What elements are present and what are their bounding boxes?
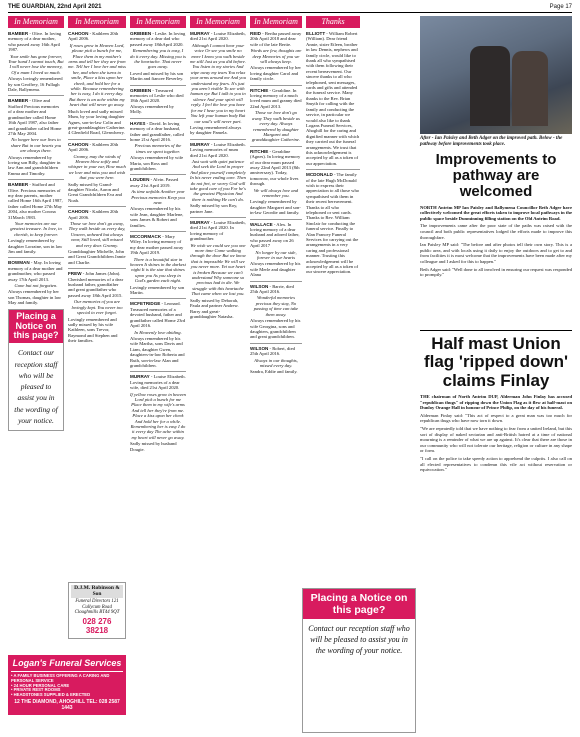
notice-surname: MCCORMACK bbox=[130, 234, 162, 239]
in-memoriam-banner: In Memoriam bbox=[190, 16, 246, 28]
article-paragraph: THE chairman of North Antrim DUP, Alderman John Finlay has accused "republican thugs" of ripping down the Union Flag as it flew at half-mast on Dunloy Orange Hall in honour of Prince Philip, on the day of his funeral. bbox=[420, 394, 572, 411]
notice-verse: Your memories are our greatest treasure. In love, to cherish, to keep forever. bbox=[10, 221, 62, 237]
memorial-notice bbox=[250, 149, 302, 216]
memorial-notice bbox=[68, 209, 126, 265]
divider bbox=[250, 85, 302, 86]
notice-verse: Wonderful memories precious they stay, No passing of time can take them away. bbox=[253, 295, 299, 317]
divider bbox=[250, 219, 302, 220]
notice-verse: Those we love don't go away They walk beside us every day. Always remembered by daughter Margaret and granddaughter Catherine. bbox=[251, 110, 301, 143]
notice-body: - Geraldine (Agnes). In loving memory of our dear mum passed away 22nd April 2013 (8th anniversary). Today, tomorrow, our whole lives through. bbox=[250, 148, 301, 187]
notice-body: - William Robert (William). Dear friend Annie, sister Eileen, brother in law Dennis, nephews and family circle, would like to thank all who sympathised with them following their recent bereavement. Our sincere thanks to all who telephoned, sent messages, cards and gifts and attended the funeral service. Many thanks to the Rev. Brian Smyth for calling with the family and conducting the service, in particular we would also like to thank Logans Funeral Services, Ahoghill for the caring and dignified manner with which they carried out the funeral arrangements. We trust that this acknowledgement is accepted by all as a token of our appreciation. bbox=[306, 31, 360, 166]
notice-verse: Gone but not forgotten. bbox=[14, 283, 58, 289]
notice-surname: CAHOON bbox=[68, 209, 89, 215]
article-paragraph: Alderman Finlay said: "This act of respect to a great man was too much for republican thugs who have now torn it down. bbox=[420, 412, 572, 424]
notice-from: Sadly missed by Grand-daughter Nicola, Aaron and Great Grandchildren Eva and Noah. bbox=[68, 181, 122, 203]
notice-surname: ELLIOTT bbox=[306, 31, 326, 36]
notice-from: Much loved and sadly missed Mum, by your loving daughter Agnes, son-in-law Colin and great-granddaughter Catherine. 4 Glenfield Road, Glenwherry. bbox=[68, 108, 126, 136]
notice-surname: MURRAY bbox=[130, 374, 150, 380]
logans-address: 12 THE DIAMOND, AHOGHILL TEL: 028 2587 1443 bbox=[14, 699, 120, 712]
notice-verse: Words are few, thoughts are deep Memories of you we will always keep. bbox=[250, 48, 302, 65]
notice-body: - David. In loving memory of a dear husband, father and grandfather, called home 21st April 2016. bbox=[130, 120, 184, 142]
notice-body: - Olive and Stafford Precious memories of a dear mother and grandmother called Home 16th April 1987, also father and grandfather called Home 27th May 2004. bbox=[8, 98, 62, 136]
notice-body: - May. In loving memory of a dear mother and grandmother, who passed away 17th April 2013. bbox=[8, 260, 63, 282]
logans-funeral-ad bbox=[8, 655, 126, 715]
thanks-banner: Thanks bbox=[306, 16, 360, 28]
memorial-notice bbox=[68, 142, 126, 203]
article-pathway bbox=[420, 152, 572, 280]
notice-verse: In Heavenly love abiding. bbox=[134, 329, 182, 335]
divider bbox=[306, 169, 360, 170]
notice-verse: Your smile has gone forever, Your hand I cannot touch, But I will never lose the memory, Of a mum I loved so much. bbox=[8, 53, 64, 75]
divider bbox=[8, 95, 64, 96]
notice-from: Lovingly remembered by daughter Margaret and son-in-law Geordie and family. bbox=[250, 199, 301, 216]
article-paragraph: "I call on the police to take speedy action to apprehend the culprits. I also call on all elected representatives to condemn this vile act without reservation or equivocation." bbox=[420, 456, 572, 473]
notice-verse: We will always love and remember you. bbox=[253, 187, 299, 198]
divider bbox=[250, 343, 302, 344]
notice-body: - Barrie, died 25th April 2016. bbox=[250, 283, 294, 295]
memorial-notice bbox=[306, 31, 360, 166]
notice-from: Sadly missed by Deborah, Paula and partner Andrew. Barry and great-granddaughter Natasha. bbox=[190, 297, 239, 319]
memorial-notice bbox=[8, 98, 64, 176]
column-2 bbox=[68, 16, 126, 576]
notice-body: - The family of the late Hugh McDonald wish to express their appreciation to all those who sympathised with them in their recent bereavement. Thanks to all who telephoned or sent cards. Thanks to Rev. William Sinclair for conducting the funeral service. Finally to Alan Francey Funeral Services for carrying out the arrangements in a very caring and professional manner. Trusting this acknowledgement will be accepted by all as a token of our sincere appreciation. bbox=[306, 172, 360, 275]
notice-body: - Stafford and Olive. Precious memories of my dear parents, mother called Home 16th April 1987, father called Home 27th May 2004, also mother Corona 31March 1983. bbox=[8, 182, 63, 220]
notice-from: Sandra, Eddie and family. bbox=[250, 369, 298, 375]
notice-body: - Louise Elizabeth. Loving memories of a dear wife, died 21st April 2020. bbox=[130, 374, 186, 391]
in-memoriam-banner: In Memoriam bbox=[8, 16, 64, 28]
notice-body: - Louise Elizabeth, died 21st April 2020. In loving memory of grandmother. bbox=[190, 220, 246, 242]
notice-body: - Alex. In loving memory of a dear husband and adored father, who passed away on 26 April 2017 bbox=[250, 221, 300, 249]
divider bbox=[250, 281, 302, 282]
memorial-notice bbox=[130, 234, 186, 295]
placing-notice-body: Contact our reception staff who will be pleased to assist you in the wording of your notice. bbox=[14, 348, 58, 425]
memorial-notice bbox=[130, 121, 186, 172]
notice-body: - Louise Elizabeth. Loving memories of mum died 21st April 2020. bbox=[190, 141, 246, 158]
placing-notice-title: Placing a Notice on this page? bbox=[303, 589, 415, 619]
djm-address: Funeral Directors 121 Cullycum Road Cloughmills BT44 9QT bbox=[74, 598, 120, 616]
notice-body: - Mary Wiley. In loving memory of my dear mother passed away 19th April 2019. bbox=[130, 234, 184, 256]
notice-verse: Granny, may the winds of Heaven blow softly and whisper in your ear, How much we love and miss you and wish that you were here. bbox=[68, 153, 126, 181]
notice-surname: WILSON bbox=[250, 345, 269, 351]
notice-from: Always remembered by her son Thomas, daughter in law May and family. bbox=[8, 289, 62, 306]
memorial-notice bbox=[8, 260, 64, 305]
memorial-notice bbox=[190, 220, 246, 319]
notice-from: Loving remembered always by daughter Pamela. bbox=[190, 124, 242, 136]
notice-from: Sadly missed by husband Dougie. bbox=[130, 441, 177, 452]
memorial-notice bbox=[190, 31, 246, 136]
memorial-notice bbox=[250, 284, 302, 340]
memorial-notice bbox=[250, 31, 302, 82]
notice-from: Always remembered by loving son Billy, daughter in law Ann and grandchildren Emma and Timothy. bbox=[8, 154, 61, 176]
column-6 bbox=[306, 16, 360, 586]
notice-surname: MCDONALD bbox=[306, 172, 333, 178]
memorial-notice bbox=[68, 31, 126, 136]
notice-verse: Always in our thoughts, missed every day. bbox=[254, 357, 298, 368]
notice-from: Lovingly remembered and sadly missed by his wife Kathleen, sons Trevor, Raymond and Stephen and their families. bbox=[68, 316, 118, 344]
column-5 bbox=[250, 16, 302, 586]
notice-from: Always remembered by Molly. bbox=[130, 103, 174, 115]
notice-body: - Kathleen 20th April 2006. bbox=[68, 209, 119, 220]
notice-body: - Olive. In loving memory of a dear mother, who passed away 16th April 1987. bbox=[8, 31, 62, 53]
in-memoriam-banner: In Memoriam bbox=[68, 16, 126, 28]
notice-verse: There is a beautiful star in heaven It shines in the darkest night It is the star that shines upon you As you sleep in God's garden each night. bbox=[130, 256, 186, 284]
notice-surname: MURRAY bbox=[190, 141, 210, 147]
notice-from: Always remembered by wife Maria, son Ross and grandchildren. bbox=[130, 155, 184, 171]
memorial-notice bbox=[130, 301, 186, 368]
notice-verse: As time unfolds Another year Precious memories Keep you near. bbox=[131, 189, 185, 205]
placing-notice-small bbox=[8, 309, 64, 431]
memorial-notice bbox=[8, 31, 64, 92]
photo-caption: After - Ian Paisley and Beth Adger on the improved path. Below - the pathway before improvements took place. bbox=[420, 136, 563, 147]
newspaper-date: THE GUARDIAN, 22nd April 2021 bbox=[8, 4, 102, 10]
memorial-notice bbox=[190, 142, 246, 214]
notice-surname: BAMBER bbox=[8, 182, 29, 188]
notice-from: Granddaughter Michelle, John and Great Grandchildren Jamie and Charlie. bbox=[68, 249, 126, 265]
placing-notice-body: Contact our reception staff who will be pleased to assist you in the wording of your notice. bbox=[308, 624, 410, 655]
notice-surname: WILSON bbox=[250, 283, 269, 289]
person-figure bbox=[512, 51, 548, 126]
article-headline: Improvements to pathway are welcomed bbox=[435, 151, 557, 201]
divider bbox=[250, 146, 302, 147]
divider bbox=[130, 118, 186, 119]
notice-verse: Our memories of you are lovingly kept. You never too special to ever forget. bbox=[71, 299, 123, 316]
notice-body: - Kathleen 20th April 2006. bbox=[68, 141, 119, 153]
notice-surname: CAHOON bbox=[68, 31, 89, 36]
memorial-notice bbox=[250, 346, 302, 375]
logans-title: Logan's Funeral Services bbox=[11, 658, 123, 672]
article-paragraph: The improvements came after the poor state of the paths was raised with the council and both public representatives lodged the efforts made to improve this thoroughfare. bbox=[420, 223, 572, 240]
notice-body: - Leonard. Treasured memories of a devoted husband, father and grandfather called Home 23rd April 2016. bbox=[130, 301, 186, 329]
placing-notice-large bbox=[302, 588, 416, 733]
article-headline: Half mast Union flag 'ripped down' claims Finlay bbox=[423, 334, 569, 390]
djm-robinson-ad bbox=[68, 582, 126, 639]
djm-title: D.J.M. Robinson & Son bbox=[71, 585, 123, 598]
memorial-notice bbox=[8, 182, 64, 254]
divider bbox=[130, 85, 186, 86]
logans-item: • HEADSTONES SUPPLIED & ERECTED bbox=[11, 692, 91, 698]
notice-body: - Leslie. In loving memory of a dear dad who passed away 18thApril 2020. bbox=[130, 31, 186, 47]
article-paragraph: Ian Paisley MP said: "The before and after photos tell their own story. This is a public area, and with locals using it daily to enjoy the outdoors and to get to and from facilities it is most welcome that the improvements have been made after my colleague and I asked for this to happen." bbox=[420, 242, 572, 264]
notice-surname: CAHOON bbox=[68, 141, 89, 147]
in-memoriam-banner: In Memoriam bbox=[130, 16, 186, 28]
notice-verse: Those we love don't go away, They walk beside us every day, Unseen, unheard but always near, Still loved, still missed and very dear. Granny. bbox=[68, 221, 126, 248]
notice-surname: RITCHIE bbox=[250, 87, 269, 93]
djm-phone: 028 276 38218 bbox=[82, 616, 112, 636]
notice-verse: If roses grow in Heaven Lord, please pick a bunch for me, Place them in my mother's arms and tell her they are from me. Tell her I love her and miss her, and when she turns to smile, Place a kiss upon her cheek, and hold her for a while. Because remembering her is easy, I do it every day. But there is an ache within my heart that will never go away. bbox=[68, 42, 126, 108]
notice-verse: Although I cannot hear your voice Or see you smile no more I know you walk beside me still Just as you did before. You listen to my stories And wipe away my tears You relax your arms around me And you understand my fears. It's just you aren't visible To see with human eye But I talk to you in silence And your spirit will reply. I feel the love you have for me I hear you in my heart You left your human body But our soul's will never part. bbox=[190, 42, 246, 124]
notice-from: Always remembered by her loving daughter Carol and family circle. bbox=[250, 65, 301, 82]
notice-body: - Treasured memories of Leslie who died 18th April 2020. bbox=[130, 87, 184, 104]
notice-from: Lovingly remembered by daughter Lorraine, son in law Jim and family. bbox=[8, 238, 63, 255]
memorial-notice bbox=[250, 222, 302, 278]
notice-from: Always remembered by his wife Martha, sons Davis and Liam, daughter Gwen, daughters-in-law Roberta and Ruth, son-in-law Alan and grandchildren. bbox=[130, 335, 185, 368]
page-number: Page 17 bbox=[549, 4, 572, 10]
divider bbox=[130, 298, 186, 299]
notice-verse: Just wait with quiet patience And seek the Lord in prayer And place yourself completely In his never ending care. Then do not fret, or worry God will take good care of you For he's the greatest Physician And there is nothing He can't do. bbox=[190, 158, 246, 202]
notice-from: Always remembered by his wife Jean, daughter Marlene, sons James & Robert and families. bbox=[130, 206, 184, 228]
notice-from: Loved and missed by his son Martin and fiancee Beverley. bbox=[130, 70, 184, 82]
article-paragraph: "We are repeatedly told that we have nothing to fear from a united Ireland, but this sort of display of naked sectarian and anti-British hatred at a time of national mourning is a reminder of what we are up against. It's clear that there are those in our community who will not tolerate our heritage, religion or culture in any shape or form. bbox=[420, 426, 572, 454]
notice-body: - John James (John). Cherished memories of a dear husband father, grandfather and great grandfather who passed away 18th April 2015. bbox=[68, 271, 124, 298]
notice-surname: RITCHIE bbox=[250, 148, 269, 154]
notice-surname: HAYES bbox=[130, 120, 146, 126]
memorial-notice bbox=[250, 88, 302, 143]
notice-surname: WALLACE bbox=[250, 221, 273, 227]
notice-verse: Remembering you is easy, I do it every day. Missing you is the heartache. That never goes away. bbox=[130, 48, 186, 70]
notice-surname: FREW bbox=[68, 271, 82, 277]
notice-verse: If yellow roses grow in heaven Lord pick a bunch for me Place them in my wife's arms And tell her they're from me. Place a kiss upon her cheek And hold her for a while. Remembering her is easy I do it every day The ache within my heart will never go away. bbox=[130, 391, 186, 440]
notice-verse: No longer by our side, forever in our hearts bbox=[255, 249, 297, 261]
pathway-photo bbox=[420, 16, 572, 134]
notice-surname: GRIBBEN bbox=[130, 31, 152, 36]
logans-item: • PRIVATE REST ROOMS bbox=[11, 687, 61, 693]
memorial-notice bbox=[130, 374, 186, 452]
divider bbox=[130, 174, 186, 175]
notice-from: Always remembered by his wife Georgina, sons and daughters, grandchildren and great grandchildren. bbox=[250, 318, 301, 340]
logans-item: • A FAMILY BUSINESS OFFERING A CARING AND PERSONAL SERVICE bbox=[11, 672, 110, 683]
memorial-notice bbox=[306, 172, 360, 275]
notice-surname: BAMBER bbox=[8, 31, 29, 36]
notice-verse: We wish we could see you one more time Come walking through the door But we know that is impossible We will see you never more. Yet our heart is broken Because we can't understand Why someone so precious had to die. We struggle with this heartache That came when we lost you. bbox=[190, 242, 246, 297]
column-3 bbox=[130, 16, 186, 734]
notice-surname: GRIBBEN bbox=[130, 87, 152, 93]
notice-body: - Kathleen 20th April 2006. bbox=[68, 31, 119, 42]
logans-item: • 24 HOUR PERSONAL CARE bbox=[11, 682, 70, 688]
divider bbox=[130, 371, 186, 372]
notice-surname: BAMBER bbox=[8, 98, 29, 104]
notice-surname: REID bbox=[250, 31, 261, 36]
article-paragraph: Beth Adger said: "Well done to all involved in ensuring our request was responded to promptly." bbox=[420, 266, 572, 278]
divider bbox=[68, 268, 126, 269]
placing-notice-title: Placing a Notice on this page? bbox=[9, 310, 63, 344]
notice-body: - Geraldine. In loving memory of a much loved mum and granny died 22nd April 2013. bbox=[250, 87, 302, 109]
notice-surname: LOUDEN bbox=[130, 177, 150, 183]
notice-body: - Alvin. Passed away 21st April 2019. bbox=[130, 177, 179, 188]
notice-body: - Bertha passed away 20th April 2018 and dear wife of the late Bertie. bbox=[250, 31, 302, 47]
notice-body: - Louise Elizabeth, died 21st April 2020. bbox=[190, 31, 246, 42]
notice-from: Lovingly remembered by son Martin. bbox=[130, 284, 185, 296]
notice-from: Sadly missed by son Roy, partner Jane. bbox=[190, 203, 238, 214]
memorial-notice bbox=[130, 177, 186, 228]
memorial-notice bbox=[68, 271, 126, 343]
memorial-notice bbox=[130, 31, 186, 82]
divider bbox=[8, 257, 64, 258]
notice-body: - Robert, died 25th April 2016. bbox=[250, 345, 295, 357]
person-figure bbox=[470, 46, 510, 126]
divider bbox=[190, 139, 246, 140]
notice-surname: MURRAY bbox=[190, 31, 210, 36]
article-union-flag bbox=[420, 330, 572, 475]
in-memoriam-banner: In Memoriam bbox=[250, 16, 302, 28]
divider bbox=[190, 217, 246, 218]
divider bbox=[68, 139, 126, 140]
page-header bbox=[8, 3, 572, 13]
column-4 bbox=[190, 16, 246, 734]
divider bbox=[68, 206, 126, 207]
article-paragraph: NORTH Antrim MP Ian Paisley and Ballymena Councillor Beth Adger have collectively welcomed the great efforts taken to improve local pathways in the public space beside Dunminning filling station on the Old Antrim Road. bbox=[420, 204, 572, 221]
notice-surname: MURRAY bbox=[190, 220, 210, 225]
notice-verse: No longer here our lives to share But in our hearts you are always there. bbox=[10, 137, 62, 154]
notice-from: Always lovingly remembered by son Geoffrey, 16 Fullagh Dale, Ballymena. bbox=[8, 76, 63, 93]
notice-from: Always remembered by his wife Merle and daughter Alana bbox=[250, 261, 301, 278]
memorial-notice bbox=[130, 88, 186, 115]
notice-verse: Precious memories of the times we spent together. bbox=[134, 143, 182, 154]
notice-surname: BOWMAN bbox=[8, 260, 30, 266]
column-1 bbox=[8, 16, 64, 734]
divider bbox=[8, 179, 64, 180]
divider bbox=[130, 231, 186, 232]
notice-surname: MCFETRIDGE bbox=[130, 301, 161, 307]
